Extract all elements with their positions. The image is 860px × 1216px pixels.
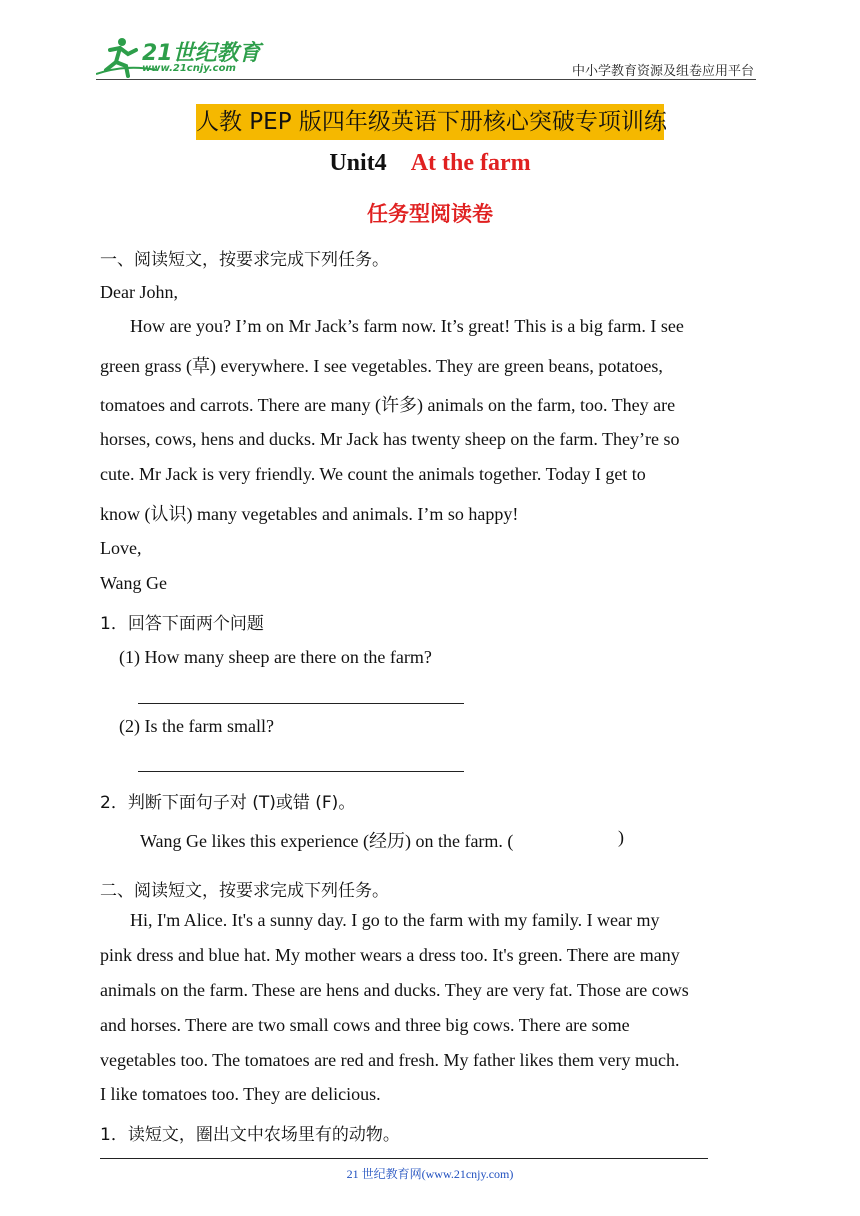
letter-closing: Love, xyxy=(100,538,142,558)
passage2-line: Hi, I'm Alice. It's a sunny day. I go to the farm with my family. I wear my xyxy=(130,910,660,930)
section2-heading: 二、阅读短文，按要求完成下列任务。 xyxy=(100,881,389,901)
header-divider xyxy=(96,79,756,80)
footer-text[interactable]: 21 世纪教育网(www.21cnjy.com) xyxy=(346,1167,514,1181)
task2-prompt: 2．判断下面句子对 (T)或错 (F)。 xyxy=(100,793,356,813)
section1-heading: 一、阅读短文，按要求完成下列任务。 xyxy=(100,250,389,270)
answer-blank-2[interactable] xyxy=(138,771,464,772)
passage2-line: vegetables too. The tomatoes are red and fresh. My father likes them very much. xyxy=(100,1050,680,1070)
footer-divider xyxy=(100,1158,708,1159)
passage1-line: horses, cows, hens and ducks. Mr Jack has twenty sheep on the farm. They’re so xyxy=(100,429,680,449)
logo-url: www.21cnjy.com xyxy=(142,63,236,74)
question-2: (2) Is the farm small? xyxy=(119,716,274,736)
passage1-line: cute. Mr Jack is very friendly. We count the animals together. Today I get to xyxy=(100,464,646,484)
header-platform-text: 中小学教育资源及组卷应用平台 xyxy=(571,64,754,79)
unit-heading xyxy=(0,150,860,177)
passage2-line: pink dress and blue hat. My mother wears a dress too. It's green. There are many xyxy=(100,945,680,965)
true-false-statement: Wang Ge likes this experience (经历) on the farm. ( xyxy=(140,831,514,851)
passage2-line: and horses. There are two small cows and three big cows. There are some xyxy=(100,1015,630,1035)
section2-task1-prompt: 1．读短文，圈出文中农场里有的动物。 xyxy=(100,1125,400,1145)
passage1-line: green grass (草) everywhere. I see vegetables. They are green beans, potatoes, xyxy=(100,356,663,376)
logo-text: 21世纪教育 xyxy=(142,41,261,66)
passage1-line: know (认识) many vegetables and animals. I’m so happy! xyxy=(100,504,519,524)
letter-signature: Wang Ge xyxy=(100,573,168,593)
true-false-answer-slot[interactable]: ) xyxy=(618,827,624,847)
page-subtitle: 任务型阅读卷 xyxy=(367,202,493,226)
page-title: 人教 PEP 版四年级英语下册核心突破专项训练 xyxy=(196,109,667,135)
passage1-line: tomatoes and carrots. There are many (许多) animals on the farm, too. They are xyxy=(100,395,676,415)
unit-title: At the farm xyxy=(410,150,531,176)
question-1: (1) How many sheep are there on the farm? xyxy=(119,647,432,667)
answer-blank-1[interactable] xyxy=(138,703,464,704)
letter-greeting: Dear John, xyxy=(100,282,178,302)
passage1-line: How are you? I’m on Mr Jack’s farm now. It’s great! This is a big farm. I see xyxy=(130,316,684,336)
passage2-line: animals on the farm. These are hens and ducks. They are very fat. Those are cows xyxy=(100,980,689,1000)
task1-prompt: 1．回答下面两个问题 xyxy=(100,614,264,634)
passage2-line: I like tomatoes too. They are delicious. xyxy=(100,1084,381,1104)
unit-number: Unit4 xyxy=(329,150,387,176)
